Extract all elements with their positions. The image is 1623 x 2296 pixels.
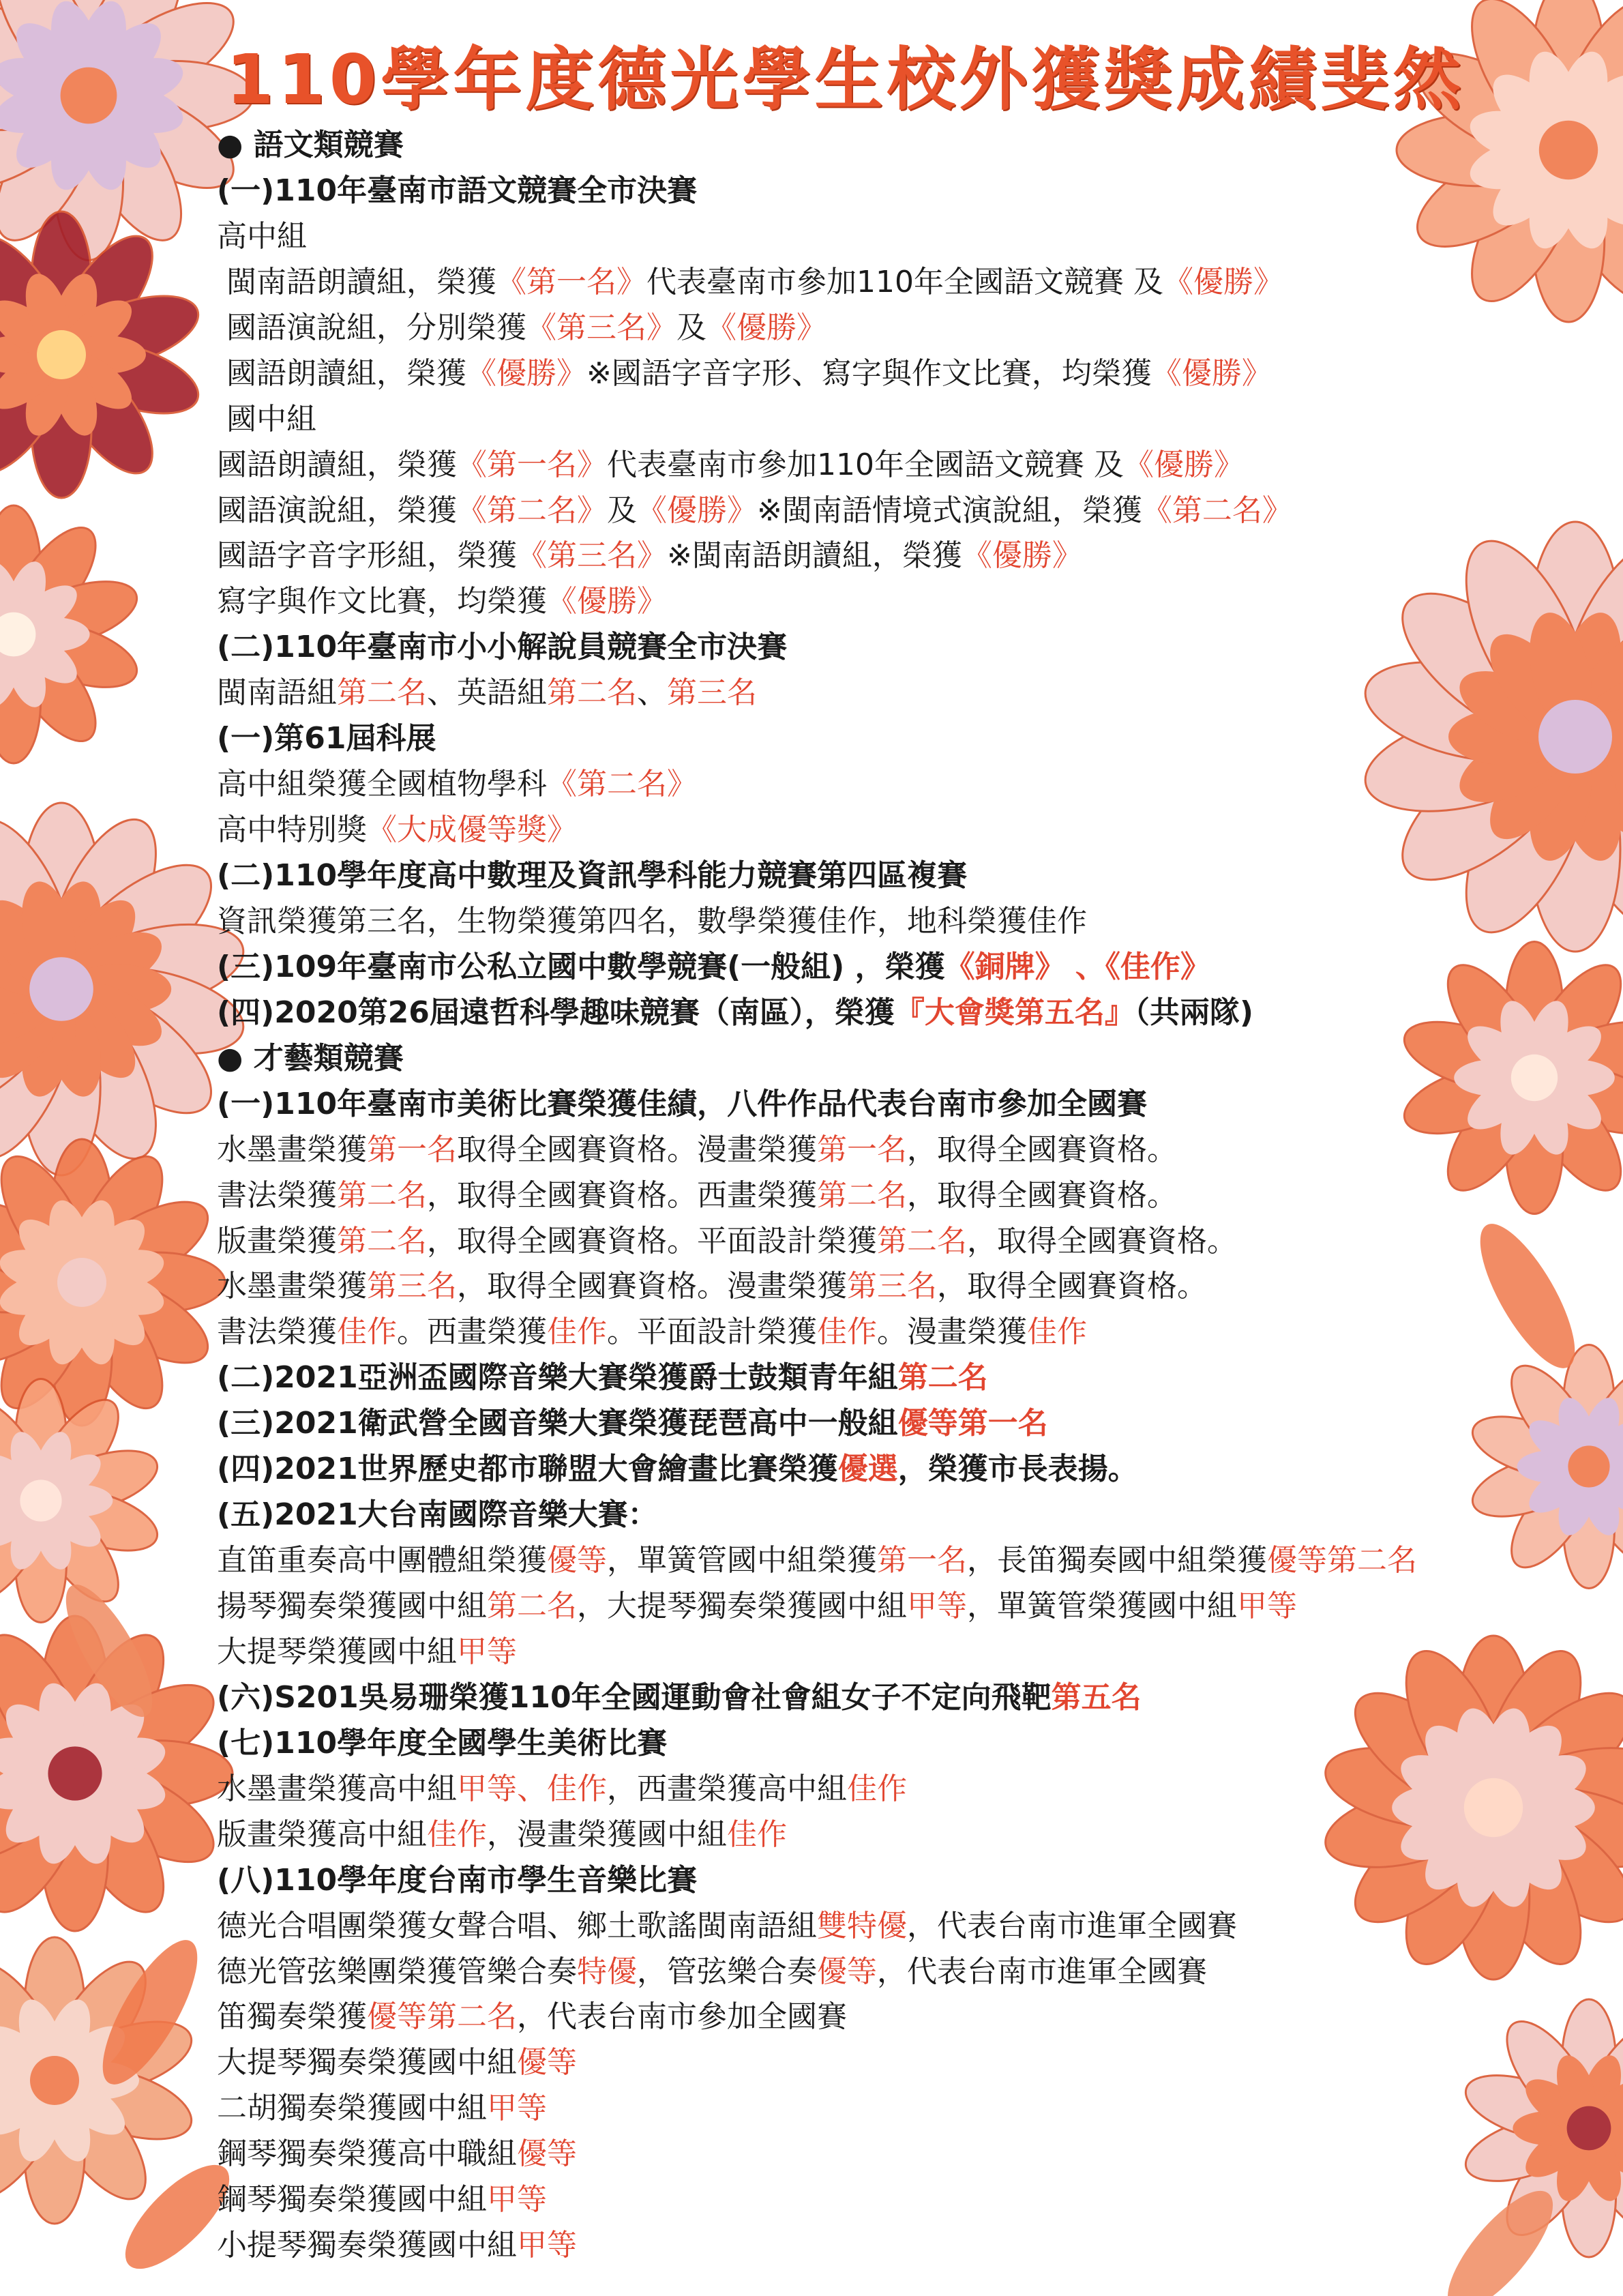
award-text: ，大提琴獨奏榮獲國中組 [577,1589,907,1623]
award-highlight: 《大成優等獎》 [367,812,577,848]
award-text: (八)110學年度台南市學生音樂比賽 [217,1862,698,1898]
award-text: 直笛重奏高中團體組榮獲 [217,1543,547,1578]
award-highlight: 《優勝》 [1123,447,1244,482]
award-text: 版畫榮獲高中組 [217,1816,427,1852]
award-line [217,808,1553,853]
award-highlight: 優選 [837,1452,898,1487]
award-highlight: 優等 [517,2136,577,2172]
award-highlight: 《優勝》 [466,355,586,391]
flower-ornament-icon [0,803,252,1175]
award-text: 水墨畫榮獲高中組 [217,1771,457,1806]
award-highlight: 第一名 [367,1132,457,1167]
award-text: 及 [607,492,637,528]
award-text: 代表臺南市參加110年全國語文競賽 及 [646,264,1163,299]
award-text: (二)110學年度高中數理及資訊學科能力競賽第四區複賽 [217,858,968,893]
award-text: 版畫榮獲 [217,1223,337,1259]
award-highlight: 《第一名》 [496,264,646,299]
award-line [217,1812,1553,1858]
award-text: ，榮獲市長表揚。 [897,1452,1138,1487]
section-heading [217,716,1553,762]
award-highlight: 優等第二名 [1267,1543,1417,1578]
award-text: 。漫畫榮獲 [877,1314,1027,1350]
award-line [217,1538,1553,1584]
section-heading [217,1721,1553,1767]
award-highlight: 優等 [817,1954,877,1989]
award-line [217,488,1553,534]
section-heading [217,1447,1553,1492]
section-heading [217,123,1553,168]
award-highlight: 甲等 [907,1589,967,1623]
award-highlight: 第三名 [367,1269,457,1304]
award-text: ，西畫榮獲高中組 [607,1771,847,1806]
award-text: ，取得全國賽資格。 [907,1177,1177,1213]
award-text: ※國語字音字形、寫字與作文比賽，均榮獲 [586,355,1152,391]
award-line [217,1173,1553,1219]
award-highlight: 《優勝》 [547,584,667,619]
award-text: ，取得全國賽資格。 [907,1132,1177,1167]
award-text: ，取得全國賽資格。 [937,1269,1207,1304]
award-line [217,671,1553,716]
award-text: (一)110年臺南市語文競賽全市決賽 [217,173,698,208]
award-highlight: 《優勝》 [962,538,1082,574]
section-heading [217,945,1553,990]
award-text: 水墨畫榮獲 [217,1132,367,1167]
award-highlight: 第二名 [817,1177,907,1213]
award-text: 德光管弦樂團榮獲管樂合奏 [217,1954,577,1989]
award-highlight: 第二名 [337,675,427,711]
award-highlight: 《第一名》 [457,447,607,482]
award-highlight: 優等第二名 [367,1999,517,2035]
award-highlight: 佳作 [547,1314,607,1350]
section-heading [217,990,1553,1036]
award-line [217,351,1553,397]
award-highlight: 甲等 [457,1634,517,1669]
award-highlight: 《銅牌》 、《佳作》 [944,949,1210,984]
award-highlight: 《優勝》 [1151,355,1272,391]
award-text: ，代表台南市進軍全國賽 [877,1954,1207,1989]
award-line [217,899,1553,945]
award-text: ，取得全國賽資格。平面設計榮獲 [427,1223,877,1259]
award-text: 代表臺南市參加110年全國語文競賽 及 [607,447,1124,482]
flower-ornament-icon [0,211,207,498]
award-text: (五)2021大台南國際音樂大賽： [217,1497,658,1533]
award-text: (三)2021衛武營全國音樂大賽榮獲琵琶高中一般組 [217,1406,898,1441]
award-text: ，長笛獨奏國中組榮獲 [967,1543,1267,1578]
award-highlight: 佳作 [727,1816,787,1852]
award-highlight: 優等 [517,2045,577,2080]
award-highlight: 第二名 [877,1223,967,1259]
award-text: ，單簧管國中組榮獲 [607,1543,877,1578]
award-line [217,1630,1553,1675]
award-text: 國語演說組，分別榮獲 [226,310,526,345]
award-text: 高中組 [217,218,307,254]
award-text: (四)2020第26屆遠哲科學趣味競賽（南區），榮獲 [217,995,895,1030]
award-highlight: 甲等 [487,2091,547,2126]
award-highlight: 《第三名》 [526,310,676,345]
award-line [217,260,1553,306]
award-highlight: 《優勝》 [1163,264,1283,299]
award-text: 高中特別獎 [217,812,367,848]
award-highlight: 《第二名》 [547,767,697,802]
award-line [217,579,1553,625]
award-line [217,1219,1553,1265]
award-text: 二胡獨奏榮獲國中組 [217,2091,487,2126]
section-heading [217,1858,1553,1904]
award-highlight: 甲等 [517,2228,577,2263]
award-line [217,306,1553,351]
award-text: 鋼琴獨奏榮獲國中組 [217,2182,487,2218]
award-text: 、 [637,675,667,711]
flower-ornament-icon [0,505,145,763]
award-text: 、英語組 [427,675,547,711]
section-heading [217,1492,1553,1538]
award-text: 鋼琴獨奏榮獲高中職組 [217,2136,517,2172]
award-text: (四)2021世界歷史都市聯盟大會繪畫比賽榮獲 [217,1452,838,1487]
award-highlight: 第二名 [337,1177,427,1213]
award-highlight: 優等 [547,1543,607,1578]
award-text: ● 才藝類競賽 [217,1040,404,1076]
award-text: ● 語文類競賽 [217,128,404,162]
page-title: 110學年度德光學生校外獲獎成績斐然 [226,40,1465,119]
award-text: 國語朗讀組，榮獲 [226,355,466,391]
section-heading [217,853,1553,899]
award-line [217,1584,1553,1630]
award-text: 及 [676,310,706,345]
award-text: 國語字音字形組，榮獲 [217,538,517,574]
award-text: 寫字與作文比賽，均榮獲 [217,584,547,619]
section-heading [217,625,1553,671]
section-heading [217,1036,1553,1082]
section-heading [217,168,1553,214]
award-text: 小提琴獨奏榮獲國中組 [217,2228,517,2263]
section-heading [217,1082,1553,1128]
award-text: (二)2021亞洲盃國際音樂大賽榮獲爵士鼓類青年組 [217,1360,898,1396]
award-highlight: 第三名 [667,675,757,711]
award-highlight: 第二名 [487,1589,577,1623]
award-text: 書法榮獲 [217,1177,337,1213]
award-text: 。平面設計榮獲 [607,1314,817,1350]
award-text: 國中組 [226,401,316,437]
award-highlight: 第五名 [1051,1679,1142,1715]
section-heading [217,1355,1553,1401]
award-highlight: 《第二名》 [457,492,607,528]
award-highlight: 《優勝》 [637,492,757,528]
award-highlight: 『大會獎第五名』 [894,995,1135,1030]
award-text: 大提琴獨奏榮獲國中組 [217,2045,517,2080]
award-line [217,2132,1553,2177]
award-text: ※閩南語情境式演說組，榮獲 [757,492,1142,528]
award-text: (一)第61屆科展 [217,721,436,756]
award-highlight: 佳作 [427,1816,487,1852]
award-text: (六)S201吳易珊榮獲110年全國運動會社會組女子不定向飛靶 [217,1679,1052,1715]
award-text: ※閩南語朗讀組，榮獲 [667,538,962,574]
award-highlight: 佳作 [817,1314,877,1350]
award-line [217,1767,1553,1812]
award-highlight: 佳作 [337,1314,397,1350]
award-highlight: 雙特優 [817,1908,907,1943]
award-text: ，取得全國賽資格。西畫榮獲 [427,1177,817,1213]
award-text: 國語演說組，榮獲 [217,492,457,528]
section-heading [217,1675,1553,1721]
award-text: 國語朗讀組，榮獲 [217,447,457,482]
award-line [217,1949,1553,1995]
award-text: ，代表台南市參加全國賽 [517,1999,847,2035]
award-text: （共兩隊) [1134,995,1254,1030]
award-highlight: 《第三名》 [517,538,667,574]
awards-list [217,123,1553,2269]
award-highlight: 第二名 [337,1223,427,1259]
award-highlight: 第一名 [877,1543,967,1578]
award-highlight: 甲等 [487,2182,547,2218]
award-text: 。西畫榮獲 [397,1314,547,1350]
award-highlight: 第二名 [897,1360,988,1396]
award-line [217,2086,1553,2132]
award-text: 揚琴獨奏榮獲國中組 [217,1589,487,1623]
award-text: ，漫畫榮獲國中組 [487,1816,727,1852]
award-text: (二)110年臺南市小小解說員競賽全市決賽 [217,630,788,665]
award-text: 取得全國賽資格。漫畫榮獲 [457,1132,817,1167]
award-text: 水墨畫榮獲 [217,1269,367,1304]
award-highlight: 優等第一名 [897,1406,1048,1441]
award-text: (一)110年臺南市美術比賽榮獲佳績，八件作品代表台南市參加全國賽 [217,1086,1148,1121]
award-text: 高中組榮獲全國植物學科 [217,767,547,802]
award-line [217,214,1553,260]
award-line [217,1128,1553,1173]
award-highlight: 甲等、佳作 [457,1771,607,1806]
award-highlight: 第二名 [547,675,637,711]
award-line [217,2040,1553,2086]
award-text: 笛獨奏榮獲 [217,1999,367,2035]
award-text: 閩南語組 [217,675,337,711]
section-heading [217,1401,1553,1447]
award-highlight: 第三名 [847,1269,937,1304]
award-text: (三)109年臺南市公私立國中數學競賽(一般組) ，榮獲 [217,949,945,984]
award-highlight: 佳作 [1027,1314,1087,1350]
award-text: ，取得全國賽資格。 [967,1223,1237,1259]
award-text: 德光合唱團榮獲女聲合唱、鄉土歌謠閩南語組 [217,1908,817,1943]
award-text: 大提琴榮獲國中組 [217,1634,457,1669]
award-highlight: 特優 [577,1954,637,1989]
award-text: (七)110學年度全國學生美術比賽 [217,1725,668,1761]
award-text: ，管弦樂合奏 [637,1954,817,1989]
award-line [217,1264,1553,1310]
award-text: ，單簧管榮獲國中組 [967,1589,1237,1623]
award-text: 資訊榮獲第三名，生物榮獲第四名，數學榮獲佳作，地科榮獲佳作 [217,903,1087,939]
award-line [217,1904,1553,1949]
award-highlight: 《優勝》 [706,310,827,345]
award-text: ，代表台南市進軍全國賽 [907,1908,1237,1943]
award-highlight: 第一名 [817,1132,907,1167]
award-line [217,443,1553,488]
award-text: ，取得全國賽資格。漫畫榮獲 [457,1269,847,1304]
award-highlight: 佳作 [847,1771,907,1806]
award-line [217,2177,1553,2223]
award-line [217,762,1553,808]
award-highlight: 《第二名》 [1142,492,1292,528]
award-line [217,397,1553,443]
award-text: 閩南語朗讀組，榮獲 [226,264,496,299]
award-text: 書法榮獲 [217,1314,337,1350]
award-line [217,1995,1553,2040]
award-line [217,2223,1553,2269]
award-highlight: 甲等 [1237,1589,1297,1623]
award-line [217,1310,1553,1355]
award-line [217,533,1553,579]
